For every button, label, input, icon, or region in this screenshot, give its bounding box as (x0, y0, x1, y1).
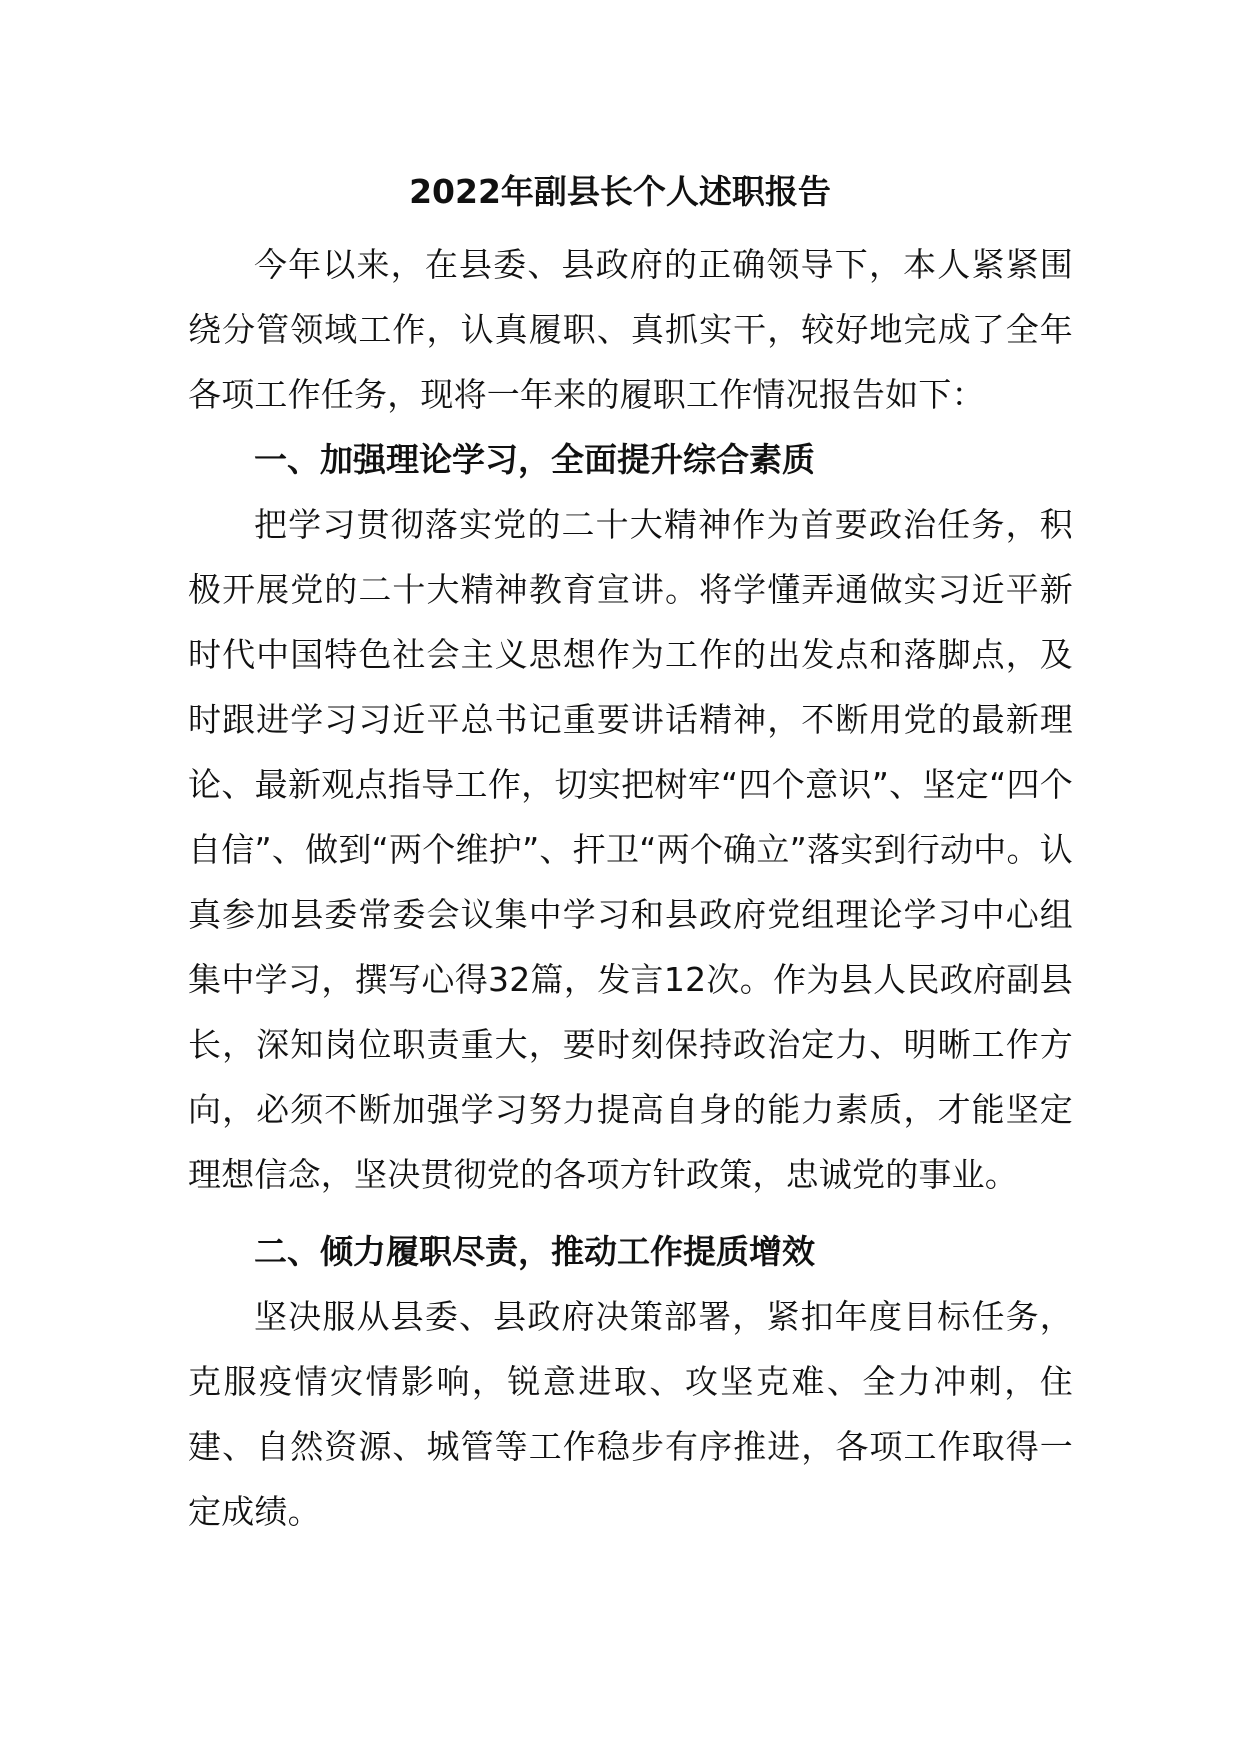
document-title: 2022年副县长个人述职报告 (409, 172, 831, 211)
section-1-heading: 一、加强理论学习，全面提升综合素质 (254, 440, 815, 479)
document-body (188, 232, 1073, 1544)
section-2-heading: 二、倾力履职尽责，推动工作提质增效 (254, 1232, 815, 1271)
intro-paragraph: 今年以来，在县委、县政府的正确领导下，本人紧紧围绕分管领域工作，认真履职、真抓实干，较好地完成了全年各项工作任务，现将一年来的履职工作情况报告如下： (188, 245, 1073, 414)
section-2-paragraph: 坚决服从县委、县政府决策部署，紧扣年度目标任务，克服疫情灾情影响，锐意进取、攻坚克难、全力冲刺，住建、自然资源、城管等工作稳步有序推进，各项工作取得一定成绩。 (188, 1297, 1073, 1531)
section-1-paragraph: 把学习贯彻落实党的二十大精神作为首要政治任务，积极开展党的二十大精神教育宣讲。将学懂弄通做实习近平新时代中国特色社会主义思想作为工作的出发点和落脚点，及时跟进学习习近平总书记重要讲话精神，不断用党的最新理论、最新观点指导工作，切实把树牢“四个意识”、坚定“四个自信”、做到“两个维护”、扞卫“两个确立”落实到行动中。认真参加县委常委会议集中学习和县政府党组理论学习中心组集中学习，撰写心得32篇，发言12次。作为县人民政府副县长，深知岗位职责重大，要时刻保持政治定力、明晰工作方向，必须不断加强学习努力提高自身的能力素质，才能坚定理想信念，坚决贯彻党的各项方针政策，忠诚党的事业。 (188, 505, 1073, 1194)
